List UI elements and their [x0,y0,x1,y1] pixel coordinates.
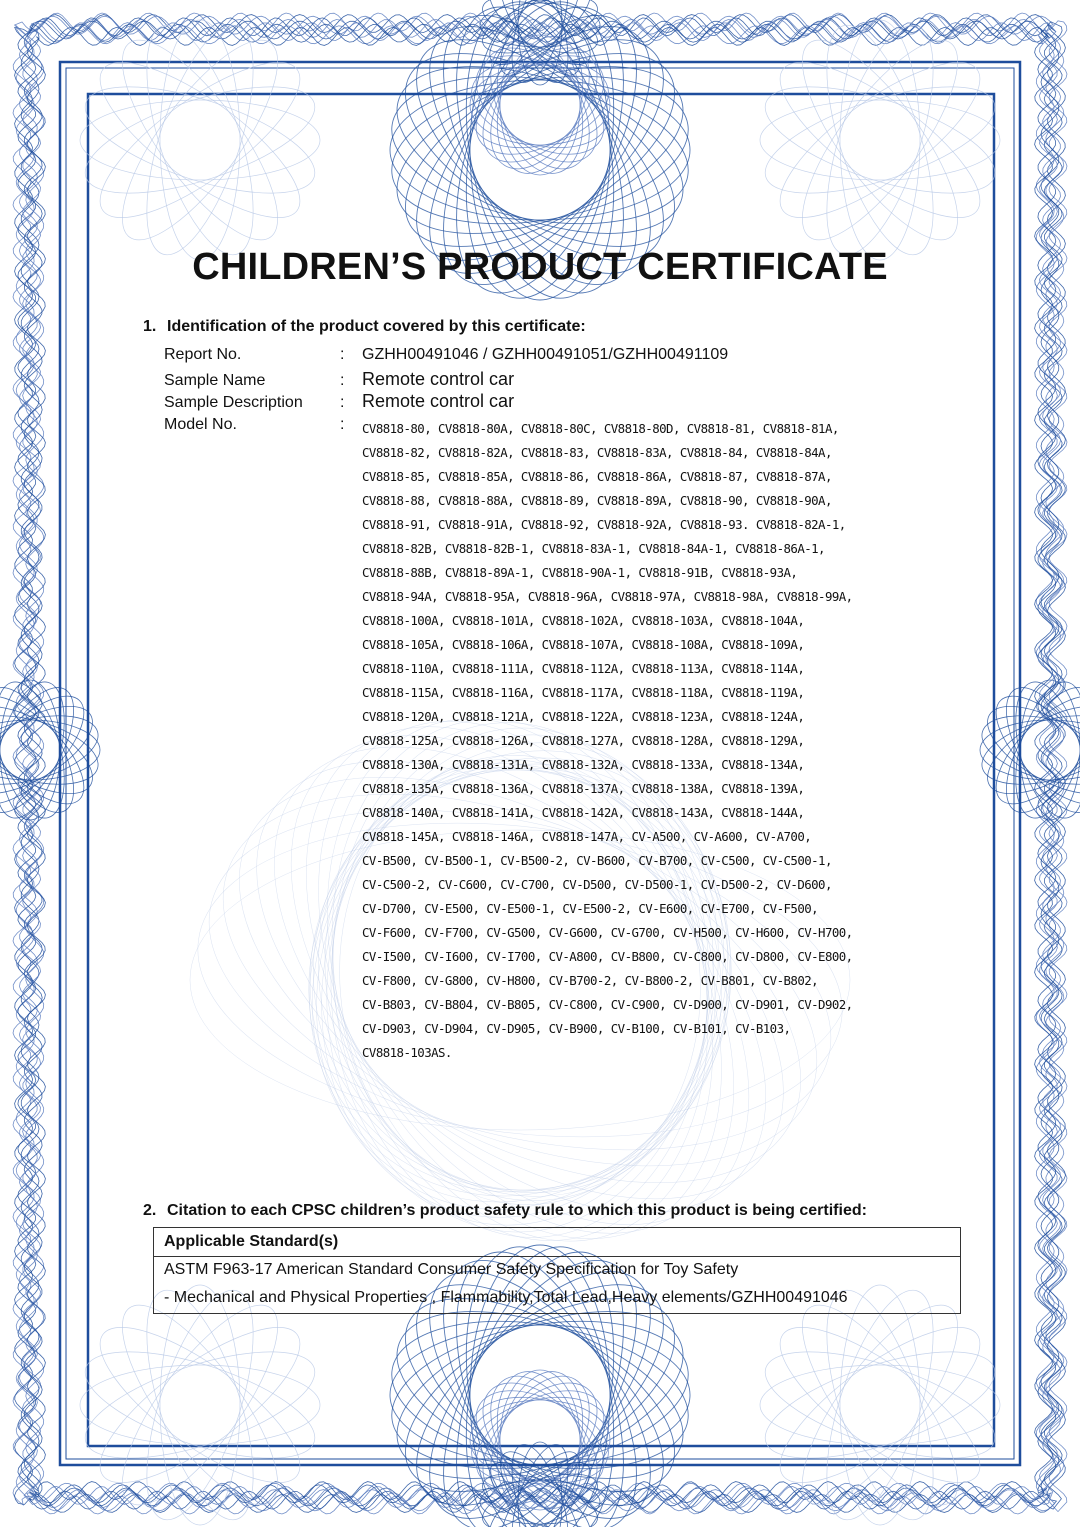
model-line: CV8818-94A, CV8818-95A, CV8818-96A, CV8818-97A, CV8818-98A, CV8818-99A, [362,589,853,604]
model-line: CV-I500, CV-I600, CV-I700, CV-A800, CV-B800, CV-C800, CV-D800, CV-E800, [362,949,853,964]
model-line: CV-F600, CV-F700, CV-G500, CV-G600, CV-G700, CV-H500, CV-H600, CV-H700, [362,925,853,940]
certificate-title: CHILDREN’S PRODUCT CERTIFICATE [192,246,888,288]
sample-name-colon: : [340,372,345,389]
model-no-label: Model No. [164,416,237,433]
sample-name-label: Sample Name [164,372,266,389]
section-2-title: Citation to each CPSC children’s product safety rule to which this product is being certified: [167,1202,867,1219]
section-2-heading [143,1202,867,1220]
standard-line: ASTM F963-17 American Standard Consumer Safety Specification for Toy Safety [164,1261,739,1278]
model-line: CV8818-125A, CV8818-126A, CV8818-127A, CV8818-128A, CV8818-129A, [362,733,805,748]
sample-description-value: Remote control car [362,391,515,411]
model-line: CV8818-115A, CV8818-116A, CV8818-117A, CV8818-118A, CV8818-119A, [362,685,805,700]
report-no-value: GZHH00491046 / GZHH00491051/GZHH00491109 [362,346,729,363]
model-line: CV8818-135A, CV8818-136A, CV8818-137A, CV8818-138A, CV8818-139A, [362,781,805,796]
sample-description-label: Sample Description [164,394,303,411]
model-line: CV8818-140A, CV8818-141A, CV8818-142A, CV8818-143A, CV8818-144A, [362,805,805,820]
model-line: CV8818-130A, CV8818-131A, CV8818-132A, CV8818-133A, CV8818-134A, [362,757,805,772]
model-line: CV8818-82B, CV8818-82B-1, CV8818-83A-1, CV8818-84A-1, CV8818-86A-1, [362,541,825,556]
standards-table [153,1227,961,1314]
model-line: CV8818-103AS. [362,1045,452,1060]
model-line: CV8818-105A, CV8818-106A, CV8818-107A, CV8818-108A, CV8818-109A, [362,637,805,652]
model-line: CV8818-91, CV8818-91A, CV8818-92, CV8818-92A, CV8818-93. CV8818-82A-1, [362,517,846,532]
model-line: CV-F800, CV-G800, CV-H800, CV-B700-2, CV-B800-2, CV-B801, CV-B802, [362,973,819,988]
report-no-colon: : [340,346,345,363]
model-line: CV8818-120A, CV8818-121A, CV8818-122A, CV8818-123A, CV8818-124A, [362,709,805,724]
sample-description-colon: : [340,394,345,411]
model-line: CV8818-80, CV8818-80A, CV8818-80C, CV8818-80D, CV8818-81, CV8818-81A, [362,421,839,436]
section-1-number: 1. [143,318,157,335]
section-1-title: Identification of the product covered by this certificate: [167,318,586,335]
model-line: CV8818-88, CV8818-88A, CV8818-89, CV8818-89A, CV8818-90, CV8818-90A, [362,493,832,508]
model-line: CV-B803, CV-B804, CV-B805, CV-C800, CV-C900, CV-D900, CV-D901, CV-D902, [362,997,853,1012]
model-line: CV8818-110A, CV8818-111A, CV8818-112A, CV8818-113A, CV8818-114A, [362,661,805,676]
model-line: CV8818-85, CV8818-85A, CV8818-86, CV8818-86A, CV8818-87, CV8818-87A, [362,469,832,484]
report-no-label: Report No. [164,346,242,363]
model-line: CV8818-88B, CV8818-89A-1, CV8818-90A-1, CV8818-91B, CV8818-93A, [362,565,798,580]
model-line: CV-B500, CV-B500-1, CV-B500-2, CV-B600, CV-B700, CV-C500, CV-C500-1, [362,853,832,868]
sample-name-value: Remote control car [362,369,515,389]
model-list [362,417,982,1065]
model-line: CV8818-145A, CV8818-146A, CV8818-147A, CV-A500, CV-A600, CV-A700, [362,829,812,844]
model-line: CV8818-100A, CV8818-101A, CV8818-102A, CV8818-103A, CV8818-104A, [362,613,805,628]
model-line: CV8818-82, CV8818-82A, CV8818-83, CV8818-83A, CV8818-84, CV8818-84A, [362,445,832,460]
section-2-number: 2. [143,1202,157,1219]
model-line: CV-D700, CV-E500, CV-E500-1, CV-E500-2, CV-E600, CV-E700, CV-F500, [362,901,819,916]
model-no-colon: : [340,416,345,433]
model-line: CV-D903, CV-D904, CV-D905, CV-B900, CV-B100, CV-B101, CV-B103, [362,1021,791,1036]
model-line: CV-C500-2, CV-C600, CV-C700, CV-D500, CV-D500-1, CV-D500-2, CV-D600, [362,877,832,892]
standards-table-header: Applicable Standard(s) [154,1228,960,1257]
section-1-heading [143,318,586,336]
standard-line: - Mechanical and Physical Properties , Flammability,Total Lead,Heavy elements/GZHH00491046 [164,1289,848,1306]
